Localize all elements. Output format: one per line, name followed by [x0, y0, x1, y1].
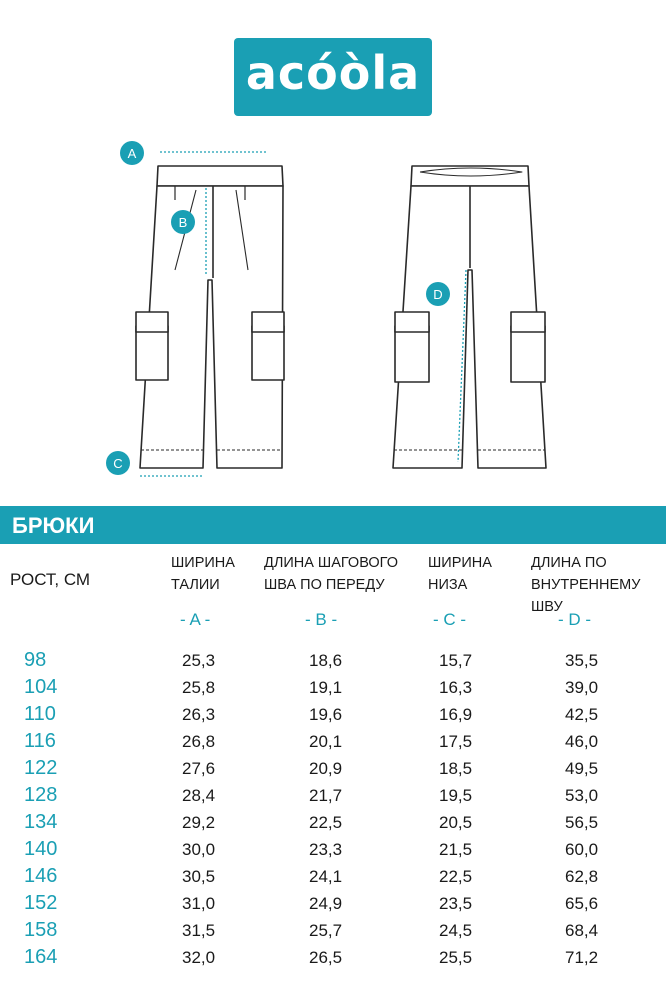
waist-width-cell: 29,2: [182, 813, 216, 832]
front-inseam-cell: 24,9: [309, 894, 343, 913]
front-inseam-cell: 21,7: [309, 786, 343, 805]
hem-width-cell: 19,5: [439, 786, 473, 805]
front-left-pocket: [136, 326, 168, 380]
hem-width-cell: 20,5: [439, 813, 473, 832]
marker-d: [426, 282, 450, 306]
table-row: [0, 674, 666, 701]
table-row: [0, 863, 666, 890]
marker-c-label: C: [113, 456, 123, 471]
front-right-pocket: [252, 326, 284, 380]
table-row: [0, 755, 666, 782]
front-inseam-cell: 20,1: [309, 732, 343, 751]
col-d-header-line2: ВНУТРЕННЕМУ ШВУ: [531, 577, 641, 615]
table-row: [0, 944, 666, 971]
marker-a-label: A: [127, 146, 137, 161]
brand-logo-text: acóòla: [245, 46, 421, 100]
table-row: [0, 782, 666, 809]
waist-width-cell: 26,3: [182, 705, 216, 724]
inner-seam-cell: 46,0: [565, 732, 599, 751]
inner-seam-cell: 56,5: [565, 813, 599, 832]
hem-width-cell: 17,5: [439, 732, 473, 751]
inner-seam-cell: 49,5: [565, 759, 599, 778]
col-c-header-line1: ШИРИНА: [428, 555, 492, 571]
table-row: [0, 917, 666, 944]
waist-width-cell: 26,8: [182, 732, 216, 751]
col-d-header: [531, 552, 666, 618]
back-right-pocket: [511, 326, 545, 382]
brand-logo: [234, 38, 432, 116]
inner-seam-cell: 53,0: [565, 786, 599, 805]
hem-width-cell: 23,5: [439, 894, 473, 913]
table-row: [0, 836, 666, 863]
waist-width-cell: 30,5: [182, 867, 216, 886]
table-title-bar: [0, 506, 666, 544]
size-cell: 116: [24, 730, 56, 752]
waist-width-cell: 25,3: [182, 651, 216, 670]
hem-width-cell: 22,5: [439, 867, 473, 886]
front-inseam-cell: 19,6: [309, 705, 343, 724]
col-b-header-line1: ДЛИНА ШАГОВОГО: [264, 555, 398, 571]
col-b-letter: - B -: [305, 610, 338, 629]
hem-width-cell: 25,5: [439, 948, 473, 967]
table-row: [0, 890, 666, 917]
size-cell: 98: [24, 649, 47, 671]
size-cell: 128: [24, 784, 58, 806]
waist-width-cell: 30,0: [182, 840, 216, 859]
waist-width-cell: 27,6: [182, 759, 216, 778]
trousers-diagram: [0, 130, 666, 490]
waist-width-cell: 28,4: [182, 786, 216, 805]
size-cell: 152: [24, 892, 58, 914]
hem-width-cell: 21,5: [439, 840, 473, 859]
size-cell: 164: [24, 946, 58, 968]
col-d-letter: - D -: [558, 610, 592, 629]
front-inseam-cell: 24,1: [309, 867, 343, 886]
col-d-header-line1: ДЛИНА ПО: [531, 555, 607, 571]
inner-seam-cell: 35,5: [565, 651, 599, 670]
size-cell: 122: [24, 757, 58, 779]
front-inseam-cell: 23,3: [309, 840, 343, 859]
size-cell: 110: [24, 703, 56, 725]
size-cell: 104: [24, 676, 58, 698]
front-waistband: [157, 166, 283, 186]
hem-width-cell: 16,9: [439, 705, 473, 724]
size-cell: 158: [24, 919, 58, 941]
hem-width-cell: 18,5: [439, 759, 473, 778]
col-c-letter: - C -: [433, 610, 467, 629]
marker-b: [171, 210, 195, 234]
hem-width-cell: 16,3: [439, 678, 473, 697]
waist-width-cell: 25,8: [182, 678, 216, 697]
front-inseam-cell: 22,5: [309, 813, 343, 832]
waist-width-cell: 32,0: [182, 948, 216, 967]
back-left-pocket: [395, 326, 429, 382]
inner-seam-cell: 71,2: [565, 948, 599, 967]
inner-seam-cell: 39,0: [565, 678, 599, 697]
col-a-letter: - A -: [180, 610, 211, 629]
size-cell: 146: [24, 865, 58, 887]
col-c-header-line2: НИЗА: [428, 577, 468, 593]
inner-seam-cell: 42,5: [565, 705, 599, 724]
inner-seam-cell: 62,8: [565, 867, 599, 886]
hem-width-cell: 24,5: [439, 921, 473, 940]
marker-a: [120, 141, 144, 165]
front-inseam-cell: 20,9: [309, 759, 343, 778]
marker-b-label: B: [178, 215, 188, 230]
waist-width-cell: 31,0: [182, 894, 216, 913]
table-row: [0, 701, 666, 728]
inner-seam-cell: 68,4: [565, 921, 599, 940]
size-cell: 140: [24, 838, 58, 860]
marker-c: [106, 451, 130, 475]
marker-d-label: D: [433, 287, 443, 302]
col-a-header: [171, 552, 235, 596]
front-inseam-cell: 19,1: [309, 678, 343, 697]
table-row: [0, 809, 666, 836]
front-inseam-cell: 26,5: [309, 948, 343, 967]
inner-seam-cell: 60,0: [565, 840, 599, 859]
col-a-header-line1: ШИРИНА: [171, 555, 235, 571]
table-row: [0, 728, 666, 755]
col-c-header: [428, 552, 492, 596]
rost-header: РОСТ, СМ: [10, 570, 91, 589]
front-inseam-cell: 18,6: [309, 651, 343, 670]
col-b-header: [264, 552, 398, 596]
table-title: БРЮКИ: [12, 513, 95, 538]
inner-seam-cell: 65,6: [565, 894, 599, 913]
col-b-header-line2: ШВА ПО ПЕРЕДУ: [264, 577, 385, 593]
hem-width-cell: 15,7: [439, 651, 473, 670]
col-a-header-line2: ТАЛИИ: [171, 577, 220, 593]
size-cell: 134: [24, 811, 58, 833]
front-inseam-cell: 25,7: [309, 921, 343, 940]
waist-width-cell: 31,5: [182, 921, 216, 940]
table-row: [0, 647, 666, 674]
